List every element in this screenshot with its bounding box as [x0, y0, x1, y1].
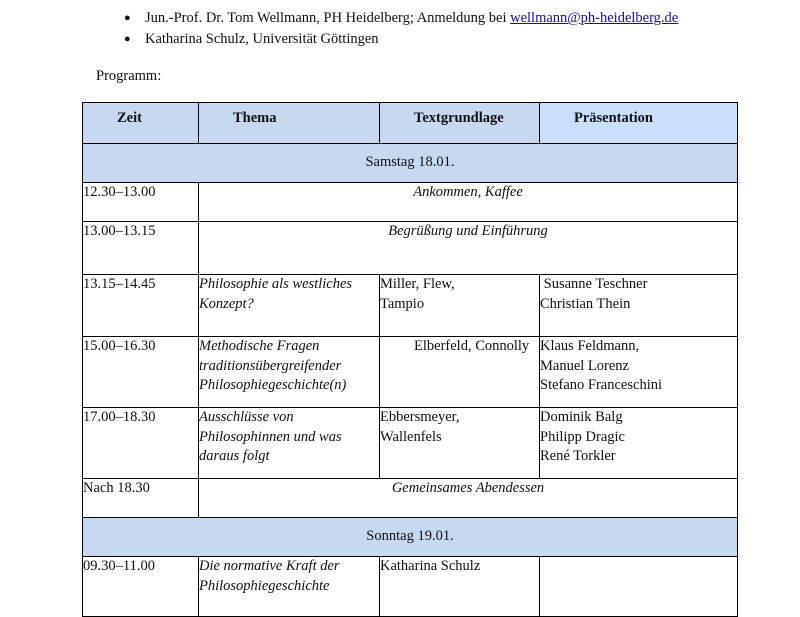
presenters-cell: Dominik Balg Philipp Dragic René Torkler [540, 408, 738, 479]
table-row [83, 337, 738, 408]
contact-text: Katharina Schulz, Universität Göttingen [145, 31, 379, 47]
presenters-cell: Susanne Teschner Christian Thein [540, 275, 738, 337]
texts-cell: Miller, Flew, Tampio [380, 275, 540, 337]
topic-cell: Ausschlüsse von Philosophinnen und was daraus folgt [199, 408, 380, 479]
table-header-row [83, 103, 738, 144]
day-label: Sonntag 19.01. [83, 518, 738, 557]
presenters-cell [540, 557, 738, 617]
time-cell: 13.00–13.15 [83, 222, 199, 275]
table-row [83, 408, 738, 479]
day-label: Samstag 18.01. [83, 144, 738, 183]
column-header-presentation: Präsentation [540, 103, 738, 144]
column-header-time: Zeit [83, 103, 199, 144]
topic-cell: Die normative Kraft der Philosophiegeschichte [199, 557, 380, 617]
topic-cell: Methodische Fragen traditionsübergreifender Philosophiegeschichte(n) [199, 337, 380, 408]
bullet-icon: ● [124, 12, 131, 24]
time-cell: 15.00–16.30 [83, 337, 199, 408]
program-label: Programm: [96, 68, 162, 84]
table-row [83, 183, 738, 222]
program-table [82, 102, 738, 617]
event-cell: Ankommen, Kaffee [199, 183, 738, 222]
time-cell: 09.30–11.00 [83, 557, 199, 617]
time-cell: 13.15–14.45 [83, 275, 199, 337]
event-cell: Gemeinsames Abendessen [199, 479, 738, 518]
presenters-cell: Klaus Feldmann, Manuel Lorenz Stefano Franceschini [540, 337, 738, 408]
contact-text: Jun.-Prof. Dr. Tom Wellmann, PH Heidelberg; Anmeldung bei [145, 10, 511, 26]
contact-item [124, 29, 379, 49]
table-row [83, 479, 738, 518]
bullet-icon: ● [124, 33, 131, 45]
column-header-topic: Thema [199, 103, 380, 144]
texts-cell: Ebbersmeyer, Wallenfels [380, 408, 540, 479]
event-cell: Begrüßung und Einführung [199, 222, 738, 275]
column-header-texts: Textgrundlage [380, 103, 540, 144]
email-link[interactable]: wellmann@ph-heidelberg.de [510, 10, 679, 26]
time-cell: Nach 18.30 [83, 479, 199, 518]
time-cell: 12.30–13.00 [83, 183, 199, 222]
day-row [83, 144, 738, 183]
topic-cell: Philosophie als westliches Konzept? [199, 275, 380, 337]
table-row [83, 275, 738, 337]
contact-item [124, 8, 678, 28]
texts-cell: Katharina Schulz [380, 557, 540, 617]
table-row [83, 222, 738, 275]
table-row [83, 557, 738, 617]
texts-cell: Elberfeld, Connolly [380, 337, 540, 408]
time-cell: 17.00–18.30 [83, 408, 199, 479]
day-row [83, 518, 738, 557]
